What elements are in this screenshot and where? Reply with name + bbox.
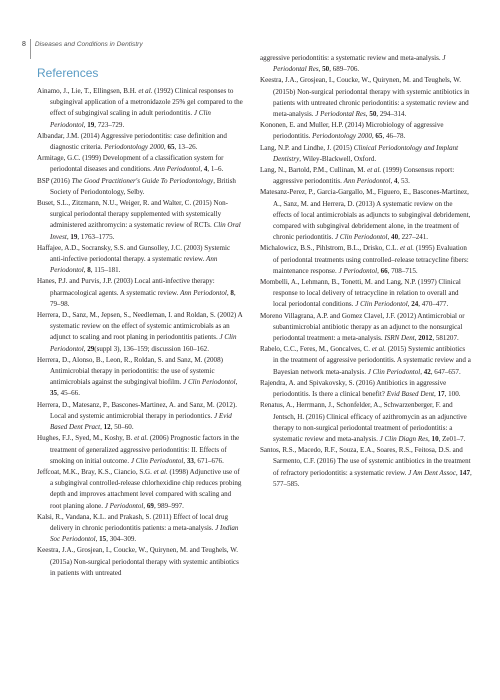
reference-text: Evid Based Dent [386, 390, 435, 399]
reference-entry [37, 400, 243, 434]
reference-text: , [100, 423, 104, 432]
reference-text: 24 [411, 300, 419, 309]
reference-text: 8 [230, 288, 234, 297]
reference-text: , 50–60. [110, 423, 134, 432]
reference-text: , [83, 344, 88, 353]
reference-text: , 989–997. [153, 501, 184, 510]
reference-entry [260, 165, 472, 187]
reference-text: , 79–98. [50, 288, 236, 308]
reference-text: 50 [369, 110, 377, 119]
reference-text: , [407, 300, 412, 309]
reference-text: Armitage, G.C. (1999) Development of a classification system for periodontal diseases and conditions. [37, 154, 224, 174]
reference-text: et al. [399, 244, 415, 253]
reference-text: J Indian Soc Periodontol [50, 523, 239, 544]
reference-entry [260, 187, 472, 243]
reference-text: 66 [380, 266, 388, 275]
reference-text: J Clin Periodontol [130, 456, 184, 465]
reference-text: 50 [322, 65, 330, 74]
reference-text: (1999) Consensus report: aggressive periodontitis. [273, 166, 455, 186]
reference-text: Albandar, J.M. (2014) Aggressive periodontitis: case definition and diagnostic criteria. [37, 131, 227, 152]
reference-text: , [226, 288, 231, 297]
reference-text: Ann Periodontol [180, 288, 227, 297]
reference-text: 19 [70, 232, 78, 241]
reference-text: , [420, 367, 424, 376]
reference-text: , 13–26. [174, 143, 198, 152]
page-header [22, 39, 143, 63]
reference-text: , British Society of Periodontology, Selby. [50, 176, 236, 196]
reference-text: , 671–676. [193, 456, 224, 465]
reference-text: 4 [203, 165, 208, 174]
reference-text: Rajendra, A. and Spivakovsky, S. (2016) Antibiotics in aggressive periodontitis. Is there a clinical benefit? [260, 378, 447, 399]
reference-text: J Clin Periodontol [183, 378, 236, 387]
reference-text: 69 [146, 501, 154, 510]
reference-entry [37, 198, 243, 243]
reference-text: BSP (2016) [37, 176, 72, 185]
reference-text: , [318, 65, 323, 74]
reference-entry [37, 467, 243, 512]
reference-text: (suppl 3), 136–159; discussion 160–162. [94, 344, 209, 353]
reference-text: (1995) Evaluation of periodontal treatments using controlled–release tetracycline fibers: maintenance response. [273, 244, 469, 275]
reference-text: 10 [431, 434, 439, 443]
reference-text: et al. [367, 166, 382, 175]
reference-text: J Periodontal Res [273, 54, 446, 74]
reference-text: Herrera, D., Alonso, B., Leon, R., Roldan, S. and Sanz, M. (2008) Antimicrobial therapy in periodontitis: the use of systemic antimicrobials against the subgingival biofilm. [37, 355, 223, 387]
reference-entry [260, 400, 472, 445]
reference-text: 35 [50, 389, 58, 398]
reference-entry [260, 120, 472, 142]
reference-text: Ann Periodontol [50, 255, 218, 275]
reference-text: Herrera, D., Sanz, M., Jepsen, S., Needleman, I. and Roldan, S. (2002) A systematic review on the effect of systemic antimicrobials as an adjunct to scaling and root planing in periodontitis patients. [37, 311, 243, 342]
reference-text: , 470–477. [418, 300, 449, 309]
reference-text: Renatus, A., Herrmann, J., Schonfelder, A., Schwarzenberger, F. and Jentsch, H. (2016) Clinical efficacy of azithromycin as an adjunctive therapy to non-surgical periodontal treatment of periodontitis: a systematic review and meta-analysis. [260, 401, 467, 443]
reference-text: , 294–314. [376, 110, 407, 119]
reference-text: Kononen, E. and Muller, H.P. (2014) Microbiology of aggressive periodontitis. [260, 121, 444, 141]
reference-text: , [414, 334, 419, 343]
reference-entry [260, 277, 472, 311]
reference-text: , 647–657. [430, 367, 461, 376]
reference-text: J Clin Periodontol [335, 233, 388, 242]
reference-text: J Clin Diagn Res [379, 434, 429, 443]
references-heading: References [37, 66, 99, 80]
reference-text: , 689–706. [329, 65, 360, 74]
reference-text: , [83, 120, 88, 129]
reference-text: , 100. [444, 390, 461, 399]
reference-text: 15 [99, 535, 107, 544]
reference-text: Hanes, P.J. and Purvis, J.P. (2003) Local anti-infective therapy: pharmacological agents. A systematic review. [37, 277, 215, 297]
reference-text: Matesanz-Perez, P., Garcia-Gargallo, M., Figuero, E., Bascones-Martinez, A., Sanz, M. and Herrera, D. (2013) A systematic review on the effects of local antimicrobials as adjuncts to subgingival debridement, compared with subgingival debridement alone, in the treatment of chronic periodontitis. [260, 188, 471, 242]
reference-entry [37, 512, 243, 546]
reference-text: J Evid Based Dent Pract [50, 411, 232, 432]
reference-text: Clinical Periodontology and Implant Dentistry [273, 143, 459, 163]
reference-text: Mombelli, A., Lehmann, B., Tonetti, M. and Lang, N.P. (1997) Clinical response to local delivery of tetracycline in relation to overall and local periodontal conditions. [260, 278, 461, 309]
reference-text: 33 [186, 456, 194, 465]
reference-text: 147 [459, 468, 470, 477]
reference-text: 40 [391, 233, 399, 242]
reference-text: , [371, 132, 376, 141]
reference-text: , 581207. [432, 334, 459, 343]
reference-entry [260, 344, 472, 378]
reference-text: 42 [423, 367, 431, 376]
reference-text: J Periodontol [104, 501, 144, 510]
reference-text: , [200, 165, 204, 174]
reference-text: Periodontology 2000 [312, 132, 372, 141]
reference-entry [37, 176, 243, 198]
reference-text: , 708–715. [387, 266, 418, 275]
reference-text: , [66, 232, 71, 241]
reference-text: (2015) Systemic antibiotics in the treatment of aggressive periodontitis. A systematic review and a Bayesian network meta-analysis. [273, 345, 471, 376]
reference-text: Herrera, D., Matesanz, P., Bascones-Martinez, A. and Sanz, M. (2012). Local and systemic antimicrobial therapy in periodontics. [37, 400, 237, 420]
reference-text: 19 [87, 120, 95, 129]
reference-text: (2006) Prognostic factors in the treatment of generalized aggressive periodontitis: II. Effects of smoking on initial outcome. [50, 434, 240, 465]
reference-text: Jeffcoat, M.K., Bray, K.S., Ciancio, S.G. [37, 467, 154, 476]
reference-entry [37, 310, 243, 355]
reference-text: Lang, N., Bartold, P.M., Cullinan, M. [260, 166, 368, 175]
reference-text: J Am Dent Assoc [408, 468, 456, 477]
reference-text: , [365, 110, 370, 119]
reference-text: 65 [167, 143, 175, 152]
reference-text: et al. [153, 467, 168, 476]
reference-text: ISRN Dent [384, 334, 415, 343]
reference-entry [37, 433, 243, 467]
reference-text: et al. [138, 87, 153, 95]
reference-text: , [387, 233, 392, 242]
reference-entry [260, 143, 472, 165]
references-column-left [37, 86, 243, 579]
reference-entry [37, 276, 243, 310]
reference-text: Rabelo, C.C., Feres, M., Goncalves, C. [260, 345, 372, 354]
reference-text: , 304–309. [106, 535, 137, 544]
reference-text: , 46–78. [382, 132, 406, 141]
reference-text: Keestra, J.A., Grosjean, I., Coucke, W., Quirynen, M. and Teughels, W. (2015b) Non-surgical periodontal therapy with systemic antibiotics in patients with untreated chronic periodontitis: a systematic review and meta-analysis. [260, 76, 470, 119]
reference-entry [260, 311, 472, 345]
reference-text: , [143, 501, 147, 510]
reference-text: , [95, 535, 100, 544]
reference-text: , 723–729. [94, 120, 125, 129]
reference-text: , [377, 266, 381, 275]
reference-text: J Clin Periodontol [50, 109, 211, 129]
reference-entry [37, 545, 243, 579]
reference-text: 29 [87, 344, 95, 353]
reference-text: Kalsi, R., Vandana, K.L. and Prakash, S. (2011) Effect of local drug delivery in chronic periodontitis patients: a meta-analysis. [37, 512, 229, 532]
reference-text: Clin Oral Invest [50, 221, 241, 241]
reference-text: , [183, 456, 187, 465]
reference-text: , Wiley-Blackwell, Oxford. [299, 154, 377, 163]
reference-text: Ann Periodontol [343, 177, 391, 186]
reference-text: et al. [371, 345, 386, 354]
reference-text: 8 [87, 266, 91, 275]
reference-text: Haffajee, A.D., Socransky, S.S. and Gunsolley, J.C. (2003) Systemic anti-infective periodontal therapy. a systematic review. [37, 243, 231, 264]
reference-text: (1992) Clinical responses to subgingival application of a metronidazole 25% gel compared to the effect of subgingival scaling in adult periodontitis. [50, 87, 243, 118]
reference-text: , 53. [397, 177, 410, 186]
reference-text: 17 [437, 390, 445, 399]
reference-entry [260, 445, 472, 490]
reference-text: Ainamo, J., Lie, T., Ellingsen, B.H. [37, 87, 139, 95]
references-column-right [260, 53, 472, 490]
page-number: 8 [22, 41, 26, 48]
reference-text: The Good Practitioner's Guide To Periodontology [71, 176, 214, 185]
reference-text: , 577–585. [273, 468, 472, 488]
reference-text: Buset, S.L., Zitzmann, N.U., Weiger, R. and Walter, C. (2015) Non-surgical periodontal therapy supplemented with systemically administered azithromycin: a systematic review of RCTs. [37, 199, 229, 230]
reference-text: , [83, 266, 88, 275]
reference-text: J Periodontal Res [315, 110, 366, 119]
reference-text: Santos, R.S., Macedo, R.F., Souza, E.A., Soares, R.S., Feitosa, D.S. and Sarmento, C.F. (2016) The use of systemic antibiotics in the treatment of refractory periodontitis: a systematic review. [260, 446, 471, 477]
reference-text: , 45–66. [57, 389, 80, 398]
reference-text: , 1–6. [207, 165, 224, 174]
reference-entry [37, 355, 243, 400]
reference-text: , [235, 378, 238, 387]
reference-text: Moreno Villagrana, A.P. and Gomez Clavel, J.F. (2012) Antimicrobial or subantimicrobial antibiotic therapy as an adjunct to the nonsurgical periodontal treatment: a meta-analysis. [260, 311, 465, 343]
reference-text: 12 [103, 423, 111, 432]
reference-text: J Periodontol [338, 266, 378, 275]
reference-entry [260, 378, 472, 400]
reference-text: , 115–181. [90, 266, 121, 275]
reference-entry [260, 243, 472, 277]
reference-text: aggressive periodontitis: a systematic review and meta-analysis. [260, 54, 443, 62]
reference-entry [37, 131, 243, 153]
reference-text: Keestra, J.A., Grosjean, I., Coucke, W., Quirynen, M. and Teughels, W. (2015a) Non-surgical periodontal therapy with systemic antibiotics in patients with untreated [37, 546, 239, 577]
reference-text: Hughes, F.J., Syed, M., Koshy, B. [37, 434, 135, 443]
reference-text: , 1763–1775. [77, 232, 115, 241]
reference-text: 4 [393, 177, 398, 186]
reference-entry [260, 75, 472, 120]
reference-text: , [455, 468, 460, 477]
reference-text: , [434, 390, 438, 399]
reference-text: 65 [375, 132, 383, 141]
reference-text: J Clin Periodontol [367, 367, 421, 376]
reference-text: , [163, 143, 168, 152]
running-title: Diseases and Conditions in Dentistry [34, 41, 143, 48]
reference-text: Ann Periodontol [153, 165, 201, 174]
reference-text: , [428, 434, 432, 443]
reference-text: (1998) Adjunctive use of a subgingival controlled-release chlorhexidine chip reduces probing depth and improves attachment level compared with scaling and root planing alone. [50, 467, 242, 510]
reference-text: , 227–241. [398, 233, 429, 242]
reference-text: J Clin Periodontol [50, 333, 237, 353]
reference-text: , Ze01–7. [438, 434, 466, 443]
header-divider [30, 39, 31, 59]
reference-text: Lang, N.P. and Lindhe, J. (2015) [260, 143, 354, 152]
reference-text: , [390, 177, 394, 186]
reference-text: Michalowicz, B.S., Pihlstrom, B.L., Drisko, C.L. [260, 244, 400, 253]
reference-entry [37, 153, 243, 175]
reference-entry [260, 53, 472, 75]
reference-text: 2012 [418, 334, 433, 343]
reference-entry [37, 243, 243, 277]
reference-text: J Clin Periodontol [355, 300, 408, 309]
reference-entry [37, 86, 243, 131]
reference-text: et al. [134, 434, 149, 443]
reference-text: Periodontology 2000 [104, 143, 164, 152]
